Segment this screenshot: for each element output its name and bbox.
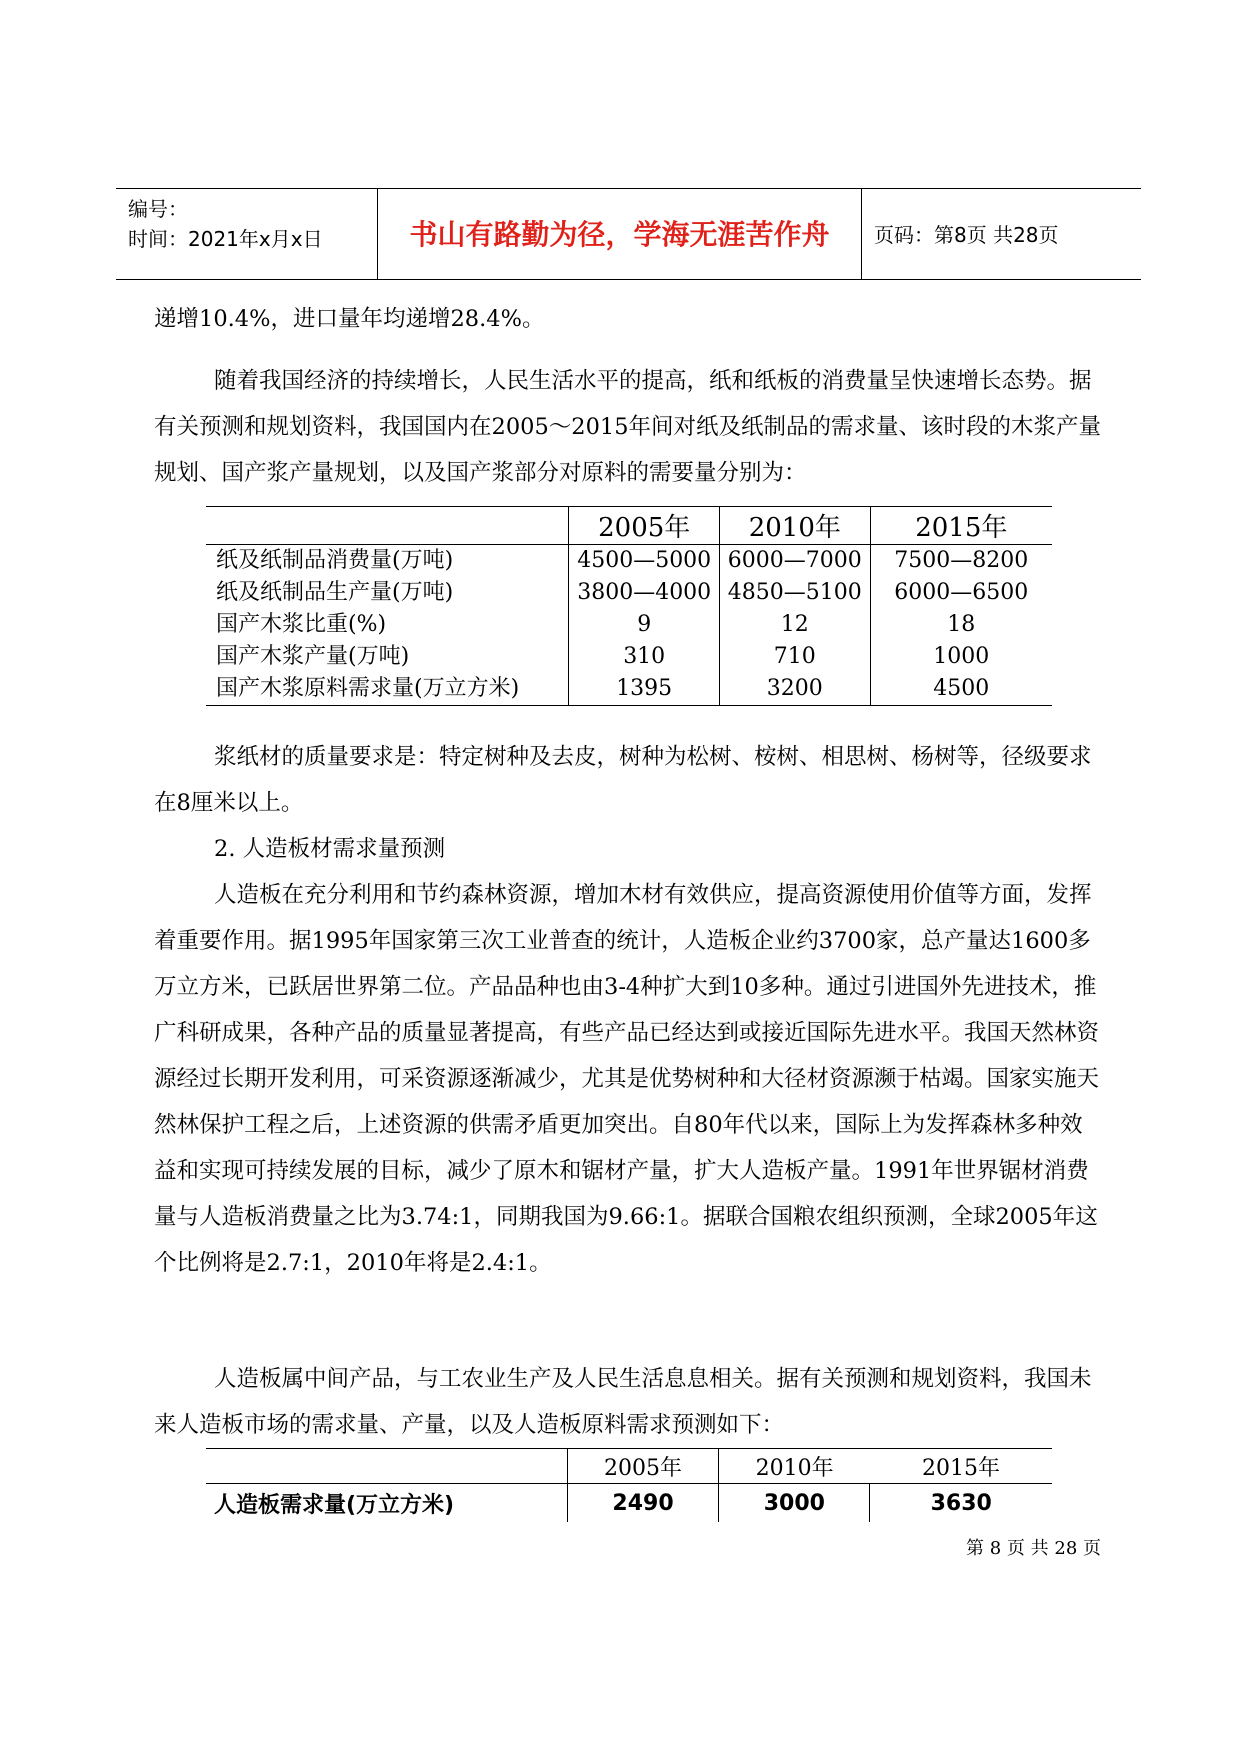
cell-value: 4500—5000	[569, 545, 720, 578]
cell-value: 2490	[567, 1484, 719, 1523]
paper-demand-table	[206, 506, 1052, 706]
cell-value: 3200	[719, 673, 870, 706]
cell-value: 4500	[870, 673, 1052, 706]
table-header-year: 2010年	[719, 1449, 870, 1484]
cell-value: 3630	[870, 1484, 1052, 1523]
row-label: 国产木浆产量(万吨)	[216, 644, 410, 669]
page-header	[116, 188, 1141, 280]
table-row	[206, 673, 1052, 706]
cell-value: 310	[569, 641, 720, 673]
paragraph-1: 递增10.4%，进口量年均递增28.4%。	[154, 306, 545, 332]
table-header-year: 2005年	[567, 1449, 719, 1484]
cell-value: 1000	[870, 641, 1052, 673]
cell-value: 710	[719, 641, 870, 673]
row-label: 国产木浆原料需求量(万立方米)	[206, 673, 569, 706]
table-header-year: 2010年	[719, 507, 870, 545]
row-label: 国产木浆比重(%)	[216, 612, 387, 637]
page-footer: 第 8 页 共 28 页	[966, 1538, 1101, 1559]
table-row	[206, 577, 1052, 609]
table-header-row	[206, 507, 1052, 545]
panel-demand-table	[206, 1448, 1052, 1522]
cell-value: 4850—5100	[719, 577, 870, 609]
table-row	[206, 609, 1052, 641]
row-label: 纸及纸制品消费量(万吨)	[216, 548, 454, 573]
row-label: 纸及纸制品生产量(万吨)	[216, 580, 454, 605]
paragraph-3: 浆纸材的质量要求是：特定树种及去皮，树种为松树、桉树、相思树、杨树等，径级要求在8厘米以上。	[154, 744, 1092, 816]
cell-value: 6000—7000	[719, 545, 870, 578]
section-heading: 2. 人造板材需求量预测	[214, 836, 446, 862]
table-header-row	[206, 1449, 1052, 1484]
table-row	[206, 641, 1052, 673]
table-row	[206, 545, 1052, 578]
table-header-year: 2005年	[569, 507, 720, 545]
doc-time-label: 时间：2021年x月x日	[128, 227, 323, 251]
header-motto: 书山有路勤为径，学海无涯苦作舟	[378, 189, 862, 279]
table-header-year: 2015年	[870, 1449, 1052, 1484]
cell-value: 3000	[719, 1484, 870, 1523]
row-label: 人造板需求量(万立方米)	[214, 1492, 455, 1518]
cell-value: 7500—8200	[870, 545, 1052, 578]
table-header-blank	[206, 507, 569, 545]
cell-value: 6000—6500	[870, 577, 1052, 609]
cell-value: 12	[719, 609, 870, 641]
header-page-info: 页码：第8页 共28页	[874, 223, 1059, 247]
cell-value: 1395	[569, 673, 720, 706]
table-row	[206, 1484, 1052, 1523]
cell-value: 9	[569, 609, 720, 641]
paragraph-6: 人造板属中间产品，与工农业生产及人民生活息息相关。据有关预测和规划资料，我国未来人造板市场的需求量、产量，以及人造板原料需求预测如下：	[154, 1366, 1092, 1438]
header-meta	[116, 189, 378, 279]
doc-number-label: 编号：	[128, 197, 188, 221]
cell-value: 3800—4000	[569, 577, 720, 609]
paragraph-2: 随着我国经济的持续增长，人民生活水平的提高，纸和纸板的消费量呈快速增长态势。据有关预测和规划资料，我国国内在2005～2015年间对纸及纸制品的需求量、该时段的木浆产量规划、国产浆产量规划，以及国产浆部分对原料的需要量分别为：	[154, 368, 1102, 486]
paragraph-5: 人造板在充分利用和节约森林资源，增加木材有效供应，提高资源使用价值等方面，发挥着重要作用。据1995年国家第三次工业普查的统计，人造板企业约3700家，总产量达1600多万立方米，已跃居世界第二位。产品品种也由3-4种扩大到10多种。通过引进国外先进技术，推广科研成果，各种产品的质量显著提高，有些产品已经达到或接近国际先进水平。我国天然林资源经过长期开发利用，可采资源逐渐减少，尤其是优势树种和大径材资源濒于枯竭。国家实施天然林保护工程之后，上述资源的供需矛盾更加突出。自80年代以来，国际上为发挥森林多种效益和实现可持续发展的目标，减少了原木和锯材产量，扩大人造板产量。1991年世界锯材消费量与人造板消费量之比为3.74:1，同期我国为9.66:1。据联合国粮农组织预测，全球2005年这个比例将是2.7:1，2010年将是2.4:1。	[154, 882, 1100, 1276]
cell-value: 18	[870, 609, 1052, 641]
table-header-year: 2015年	[870, 507, 1052, 545]
table-header-blank	[206, 1449, 567, 1484]
